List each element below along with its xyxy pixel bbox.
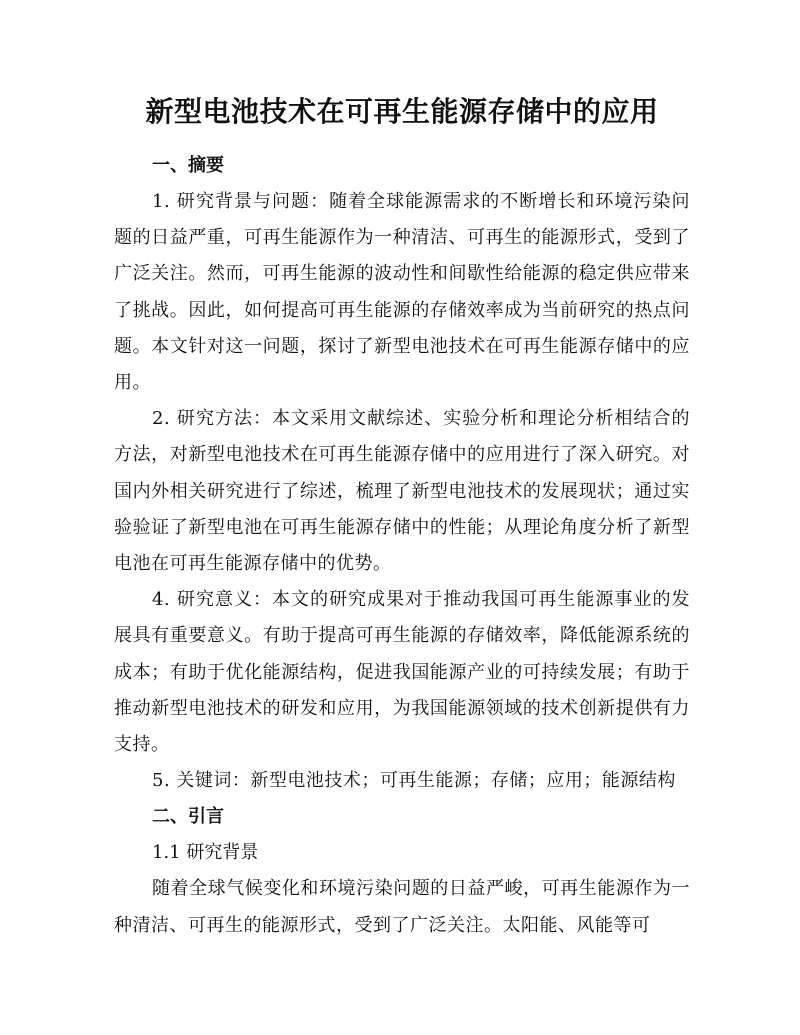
introduction-paragraph: 随着全球气候变化和环境污染问题的日益严峻，可再生能源作为一种清洁、可再生的能源形式，受到了广泛关注。太阳能、风能等可	[114, 878, 690, 936]
subsection-heading-background: 1.1 研究背景	[152, 842, 259, 864]
section-heading-introduction: 二、引言	[152, 806, 224, 828]
introduction-section	[114, 799, 690, 943]
abstract-paragraph-background: 1. 研究背景与问题：随着全球能源需求的不断增长和环境污染问题的日益严重，可再生能源作为一种清洁、可再生的能源形式，受到了广泛关注。然而，可再生能源的波动性和间歇性给能源的稳定供应带来了挑战。因此，如何提高可再生能源的存储效率成为当前研究的热点问题。本文针对这一问题，探讨了新型电池技术在可再生能源存储中的应用。	[114, 191, 690, 394]
abstract-paragraph-method: 2. 研究方法：本文采用文献综述、实验分析和理论分析相结合的方法，对新型电池技术在可再生能源存储中的应用进行了深入研究。对国内外相关研究进行了综述，梳理了新型电池技术的发展现状；通过实验验证了新型电池在可再生能源存储中的性能；从理论角度分析了新型电池在可再生能源存储中的优势。	[114, 408, 690, 575]
document-page	[114, 92, 690, 944]
abstract-section	[114, 148, 690, 799]
document-title: 新型电池技术在可再生能源存储中的应用	[145, 95, 659, 128]
section-heading-abstract: 一、摘要	[152, 155, 224, 176]
abstract-paragraph-significance: 4. 研究意义：本文的研究成果对于推动我国可再生能源事业的发展具有重要意义。有助于提高可再生能源的存储效率，降低能源系统的成本；有助于优化能源结构，促进我国能源产业的可持续发展；有助于推动新型电池技术的研发和应用，为我国能源领域的技术创新提供有力支持。	[114, 589, 690, 756]
abstract-paragraph-keywords: 5. 关键词：新型电池技术；可再生能源；存储；应用；能源结构	[152, 770, 676, 792]
